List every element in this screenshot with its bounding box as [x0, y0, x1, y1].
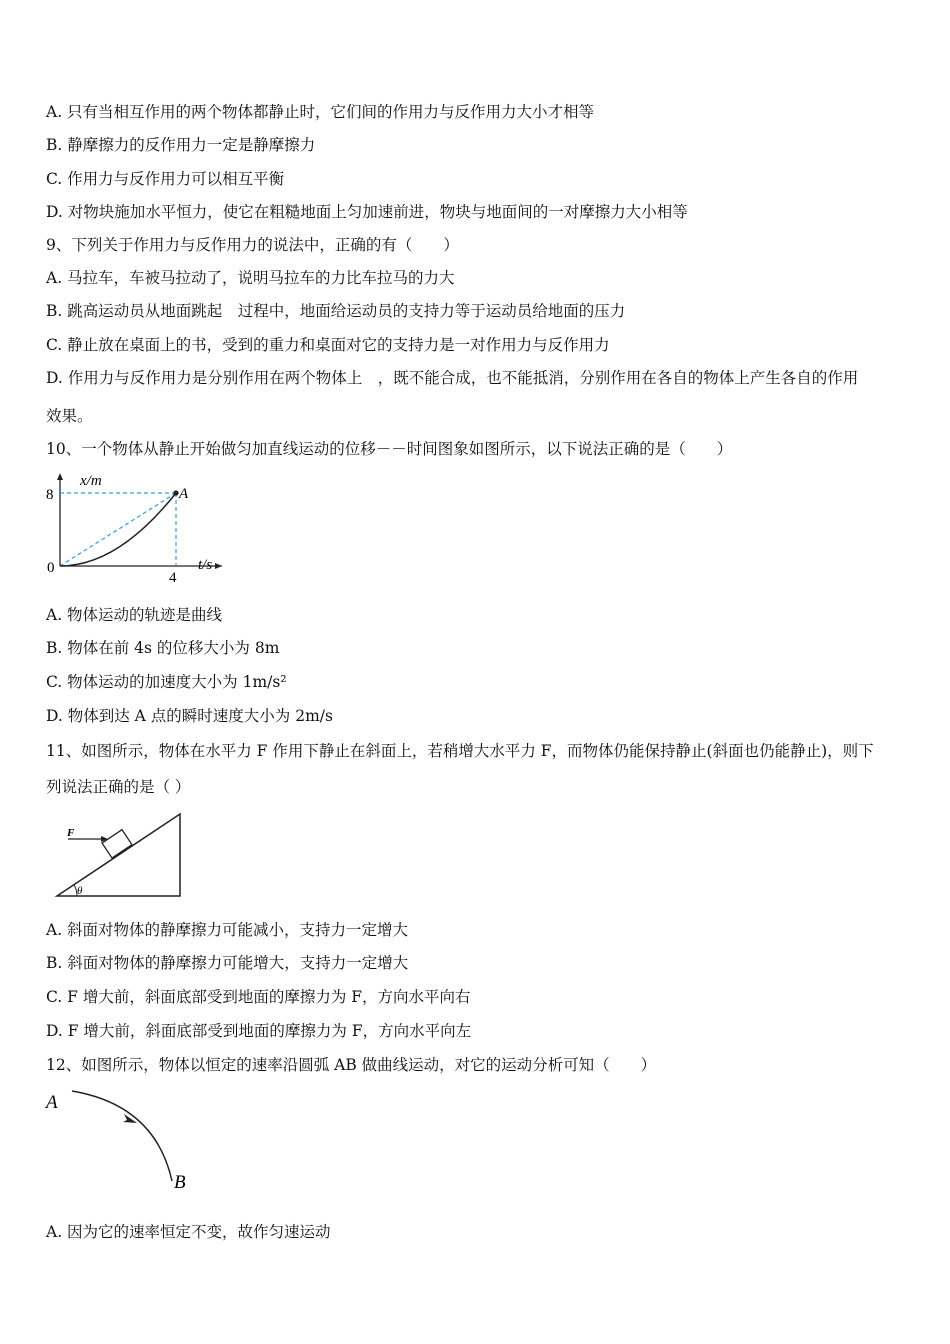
q8-option-b: B. 静摩擦力的反作用力一定是静摩擦力: [46, 136, 316, 154]
q12-arc-figure: [40, 1085, 200, 1200]
q11-option-c: C. F 增大前，斜面底部受到地面的摩擦力为 F，方向水平向右: [46, 988, 471, 1006]
q10-option-a: A. 物体运动的轨迹是曲线: [46, 606, 223, 624]
q9-option-d: D. 作用力与反作用力是分别作用在两个物体上 ，既不能合成，也不能抵消，分别作用在各自的物体上产生各自的作用: [46, 369, 859, 387]
point-a-label: A: [179, 486, 189, 502]
q10-option-b: B. 物体在前 4s 的位移大小为 8m: [46, 639, 280, 657]
q12-option-a: A. 因为它的速率恒定不变，故作匀速运动: [46, 1223, 331, 1241]
q11-option-b: B. 斜面对物体的静摩擦力可能增大，支持力一定增大: [46, 954, 409, 972]
q8-option-c: C. 作用力与反作用力可以相互平衡: [46, 170, 285, 188]
q11-option-d: D. F 增大前，斜面底部受到地面的摩擦力为 F，方向水平向左: [46, 1022, 472, 1040]
force-label: F: [67, 827, 75, 839]
secant-dashed: [60, 493, 176, 566]
q9-option-b: B. 跳高运动员从地面跳起 过程中，地面给运动员的支持力等于运动员给地面的压力: [46, 302, 626, 320]
point-a-dot: [173, 490, 178, 495]
direction-arrow-icon: [123, 1114, 137, 1123]
q9-option-d-continuation: 效果。: [46, 407, 93, 425]
q10-displacement-time-graph: [40, 468, 230, 588]
y-axis-arrow-icon: [57, 473, 63, 480]
origin-label: 0: [47, 560, 55, 576]
arc-end-label: B: [174, 1172, 186, 1193]
y-axis-label: x/m: [80, 473, 102, 489]
q12-stem: 12、如图所示，物体以恒定的速率沿圆弧 AB 做曲线运动，对它的运动分析可知（ ）: [46, 1056, 657, 1074]
q9-option-a: A. 马拉车，车被马拉动了，说明马拉车的力比车拉马的力大: [46, 269, 455, 287]
q9-option-c: C. 静止放在桌面上的书，受到的重力和桌面对它的支持力是一对作用力与反作用力: [46, 336, 610, 354]
q10-option-d: D. 物体到达 A 点的瞬时速度大小为 2m/s: [46, 707, 333, 725]
y-tick-label: 8: [46, 487, 54, 503]
q11-incline-figure: [50, 808, 190, 903]
arc-start-label: A: [46, 1092, 58, 1113]
x-axis-label: t/s: [198, 557, 213, 573]
q10-option-c: C. 物体运动的加速度大小为 1m/s²: [46, 673, 287, 691]
q9-stem: 9、下列关于作用力与反作用力的说法中，正确的有（ ）: [46, 236, 459, 254]
q10-stem: 10、一个物体从静止开始做匀加直线运动的位移－－时间图象如图所示，以下说法正确的是（ ）: [46, 440, 733, 458]
q11-stem-line1: 11、如图所示，物体在水平力 F 作用下静止在斜面上，若稍增大水平力 F，而物体仍能保持静止(斜面也仍能静止)，则下: [46, 742, 874, 760]
arc-ab: [72, 1091, 172, 1181]
q11-stem-line2: 列说法正确的是（ ）: [46, 778, 191, 796]
block: [102, 830, 132, 858]
incline: [57, 814, 180, 896]
q8-option-d: D. 对物块施加水平恒力，使它在粗糙地面上匀加速前进，物块与地面间的一对摩擦力大小相等: [46, 203, 688, 221]
displacement-curve: [60, 493, 176, 566]
x-tick-label: 4: [169, 570, 177, 586]
q8-option-a: A. 只有当相互作用的两个物体都静止时，它们间的作用力与反作用力大小才相等: [46, 103, 595, 121]
angle-label: θ: [77, 885, 83, 897]
x-axis-arrow-icon: [215, 563, 222, 569]
q11-option-a: A. 斜面对物体的静摩擦力可能减小，支持力一定增大: [46, 921, 409, 939]
